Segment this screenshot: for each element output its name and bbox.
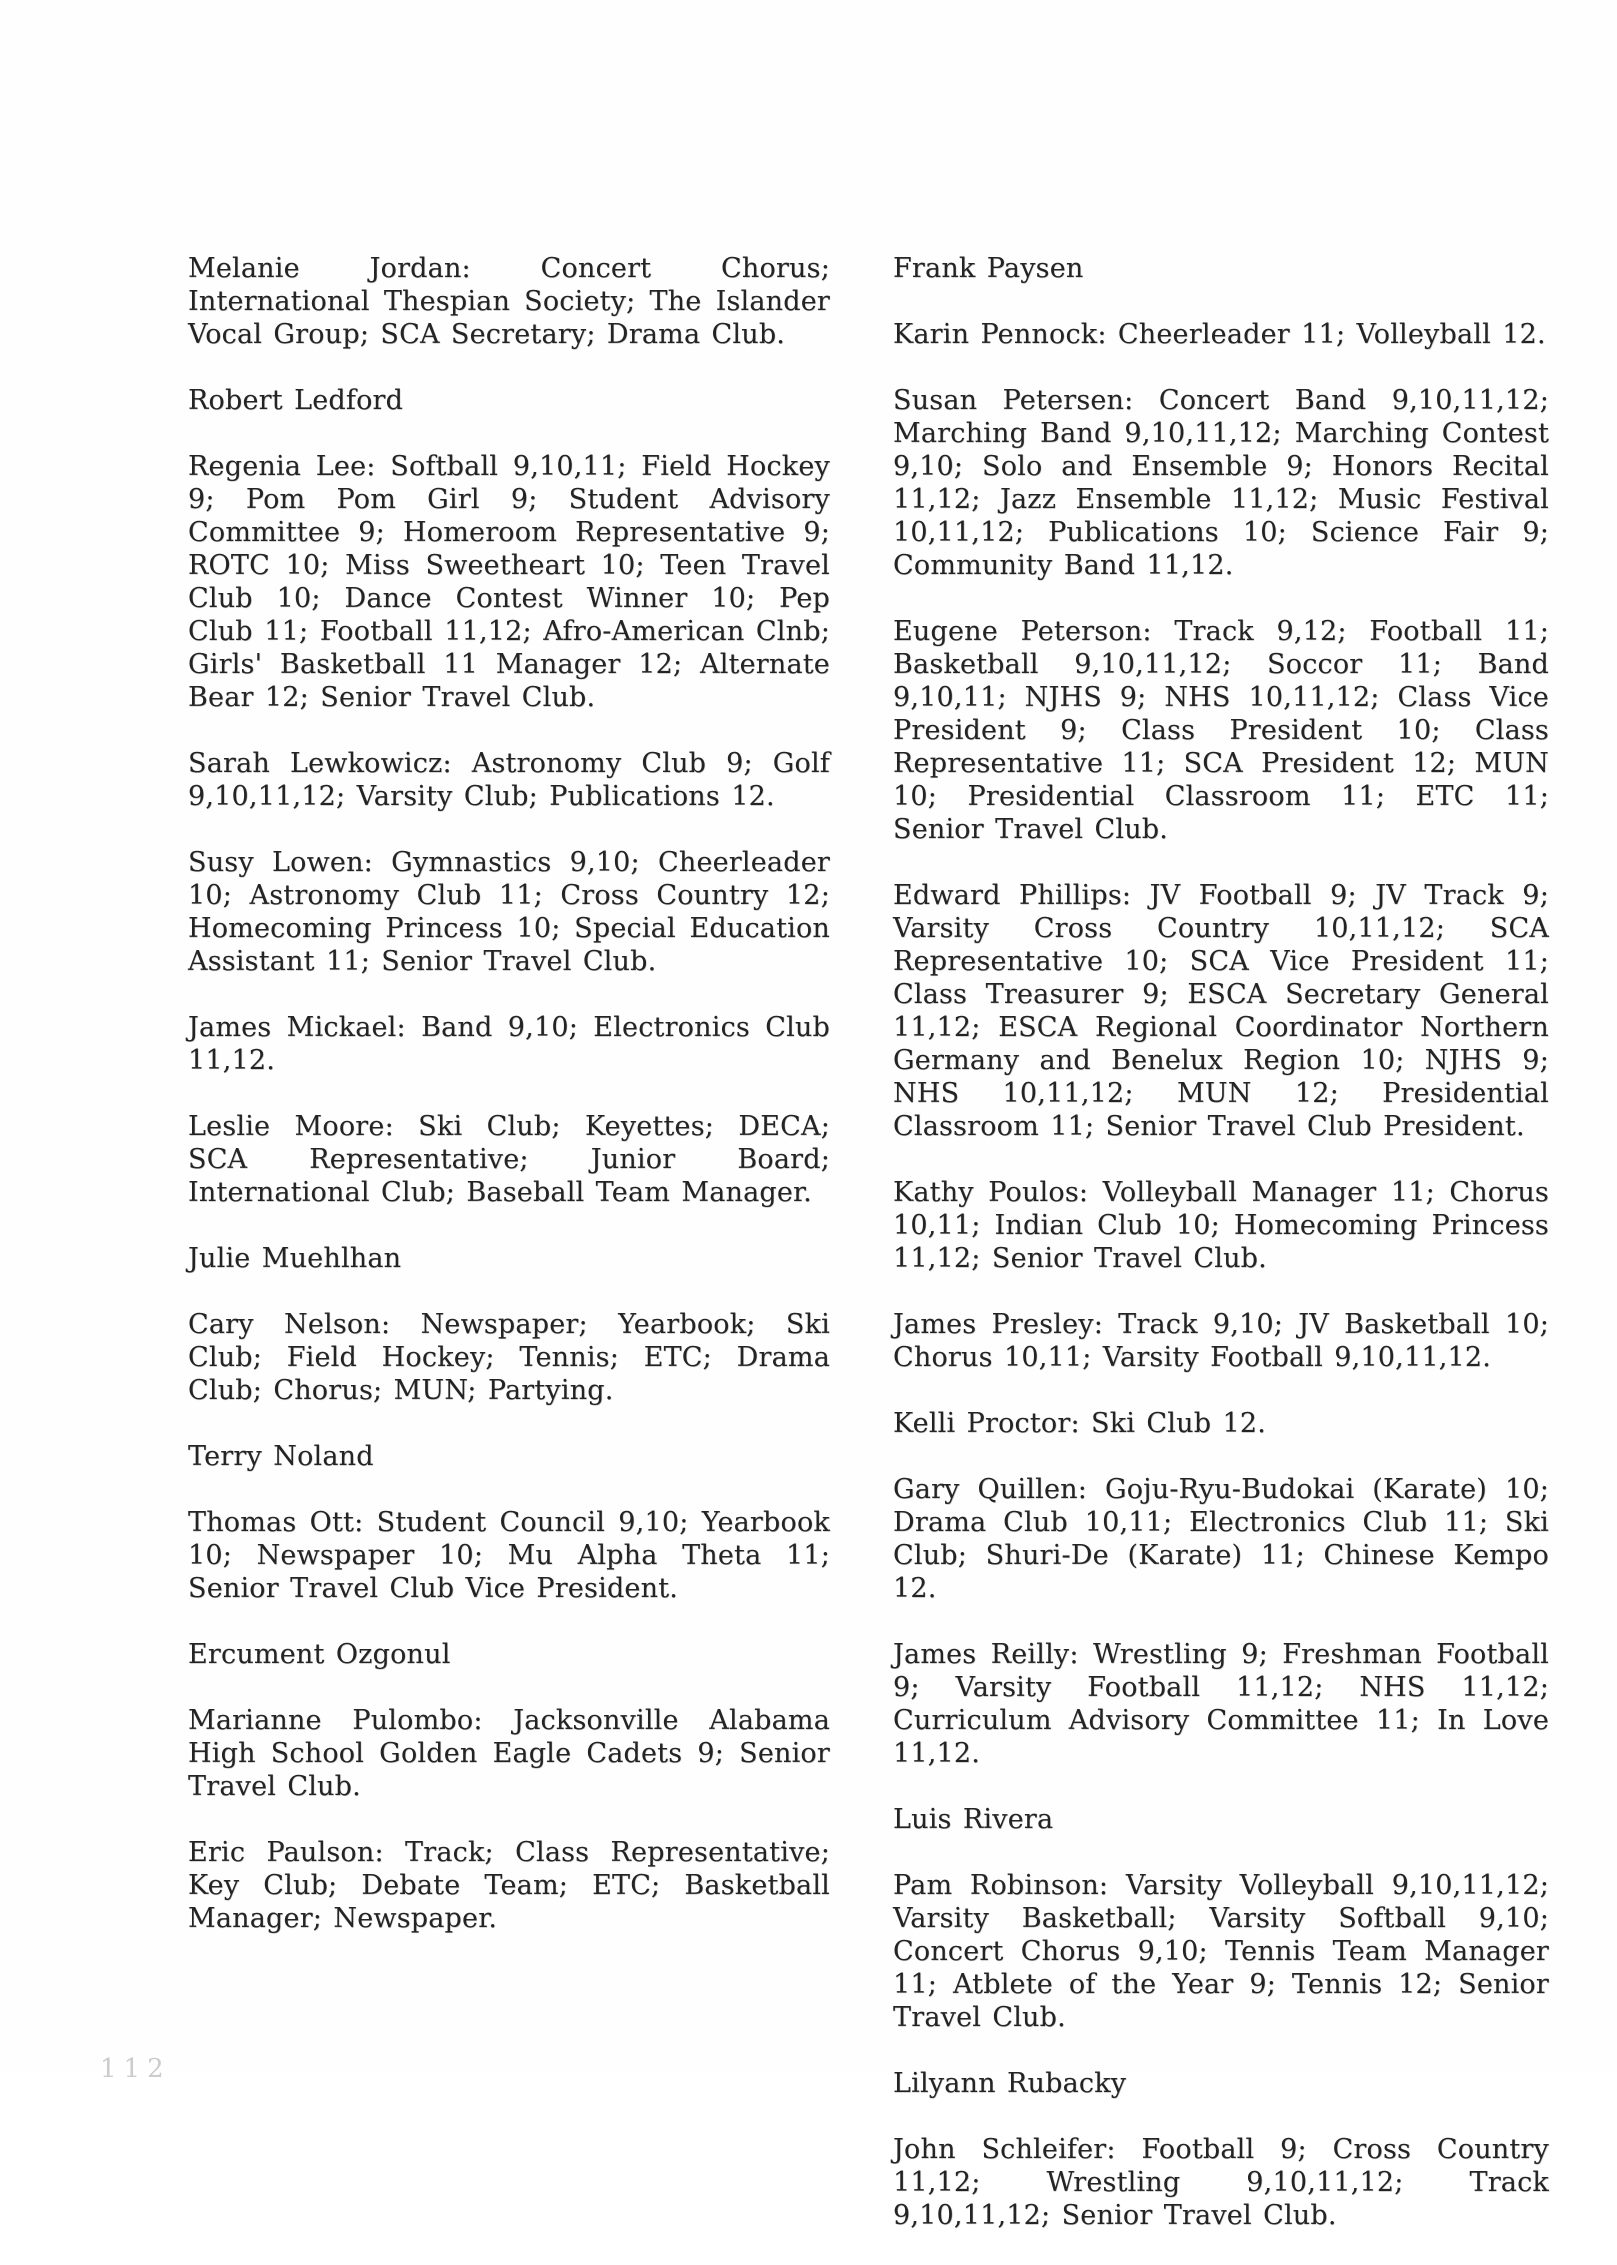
student-entry: Luis Rivera bbox=[893, 1804, 1054, 1835]
right-text-column bbox=[893, 252, 1549, 2265]
student-entry: Leslie Moore: Ski Club; Keyettes; DECA; SCA Representative; Junior Board; International Club; Baseball Team Manager. bbox=[188, 1111, 830, 1208]
student-entry: Karin Pennock: Cheerleader 11; Volleyball 12. bbox=[893, 319, 1546, 350]
left-text-column bbox=[188, 252, 830, 1968]
student-entry: Edward Phillips: JV Football 9; JV Track 9; Varsity Cross Country 10,11,12; SCA Representative 10; SCA Vice President 11; Class Treasurer 9; ESCA Secretary General 11,12; ESCA Regional Coordinator Northern Germany and Benelux Region 10; NJHS 9; NHS 10,11,12; MUN 12; Presidential Classroom 11; Senior Travel Club President. bbox=[893, 880, 1549, 1142]
student-entry: Ercument Ozgonul bbox=[188, 1639, 451, 1670]
student-entry: Gary Quillen: Goju-Ryu-Budokai (Karate) 10; Drama Club 10,11; Electronics Club 11; Ski Club; Shuri-De (Karate) 11; Chinese Kempo 12. bbox=[893, 1474, 1549, 1604]
partial-page-number: 112 bbox=[100, 2054, 171, 2084]
student-entry: James Presley: Track 9,10; JV Basketball 10; Chorus 10,11; Varsity Football 9,10,11,12. bbox=[893, 1309, 1549, 1373]
student-entry: Susy Lowen: Gymnastics 9,10; Cheerleader 10; Astronomy Club 11; Cross Country 12; Homecoming Princess 10; Special Education Assistant 11; Senior Travel Club. bbox=[188, 847, 830, 977]
student-entry: James Reilly: Wrestling 9; Freshman Football 9; Varsity Football 11,12; NHS 11,12; Curriculum Advisory Committee 11; In Love 11,12. bbox=[893, 1639, 1549, 1769]
student-entry: Kelli Proctor: Ski Club 12. bbox=[893, 1408, 1267, 1439]
student-entry: Robert Ledford bbox=[188, 385, 404, 416]
student-entry: Terry Noland bbox=[188, 1441, 374, 1472]
student-entry: Cary Nelson: Newspaper; Yearbook; Ski Club; Field Hockey; Tennis; ETC; Drama Club; Chorus; MUN; Partying. bbox=[188, 1309, 830, 1406]
student-entry: Thomas Ott: Student Council 9,10; Yearbook 10; Newspaper 10; Mu Alpha Theta 11; Senior Travel Club Vice President. bbox=[188, 1507, 830, 1604]
student-entry: Frank Paysen bbox=[893, 253, 1084, 284]
student-entry: Susan Petersen: Concert Band 9,10,11,12; Marching Band 9,10,11,12; Marching Contest 9,10; Solo and Ensemble 9; Honors Recital 11,12; Jazz Ensemble 11,12; Music Festival 10,11,12; Publications 10; Science Fair 9; Community Band 11,12. bbox=[893, 385, 1549, 581]
student-entry: Kathy Poulos: Volleyball Manager 11; Chorus 10,11; Indian Club 10; Homecoming Princess 11,12; Senior Travel Club. bbox=[893, 1177, 1549, 1274]
student-entry: James Mickael: Band 9,10; Electronics Club 11,12. bbox=[188, 1012, 830, 1076]
student-entry: Eric Paulson: Track; Class Representative; Key Club; Debate Team; ETC; Basketball Manager; Newspaper. bbox=[188, 1837, 830, 1934]
student-entry: Melanie Jordan: Concert Chorus; International Thespian Society; The Islander Vocal Group; SCA Secretary; Drama Club. bbox=[188, 253, 830, 350]
student-entry: John Schleifer: Football 9; Cross Country 11,12; Wrestling 9,10,11,12; Track 9,10,11,12; Senior Travel Club. bbox=[893, 2134, 1549, 2231]
student-entry: Marianne Pulombo: Jacksonville Alabama High School Golden Eagle Cadets 9; Senior Travel Club. bbox=[188, 1705, 830, 1802]
student-entry: Pam Robinson: Varsity Volleyball 9,10,11,12; Varsity Basketball; Varsity Softball 9,10; Concert Chorus 9,10; Tennis Team Manager 11; Atblete of the Year 9; Tennis 12; Senior Travel Club. bbox=[893, 1870, 1549, 2033]
student-entry: Eugene Peterson: Track 9,12; Football 11; Basketball 9,10,11,12; Soccor 11; Band 9,10,11; NJHS 9; NHS 10,11,12; Class Vice President 9; Class President 10; Class Representative 11; SCA President 12; MUN 10; Presidential Classroom 11; ETC 11; Senior Travel Club. bbox=[893, 616, 1549, 845]
student-entry: Julie Muehlhan bbox=[188, 1243, 402, 1274]
student-entry: Regenia Lee: Softball 9,10,11; Field Hockey 9; Pom Pom Girl 9; Student Advisory Committee 9; Homeroom Representative 9; ROTC 10; Miss Sweetheart 10; Teen Travel Club 10; Dance Contest Winner 10; Pep Club 11; Football 11,12; Afro-American Clnb; Girls' Basketball 11 Manager 12; Alternate Bear 12; Senior Travel Club. bbox=[188, 451, 830, 713]
student-entry: Lilyann Rubacky bbox=[893, 2068, 1127, 2099]
student-entry: Sarah Lewkowicz: Astronomy Club 9; Golf 9,10,11,12; Varsity Club; Publications 12. bbox=[188, 748, 830, 812]
